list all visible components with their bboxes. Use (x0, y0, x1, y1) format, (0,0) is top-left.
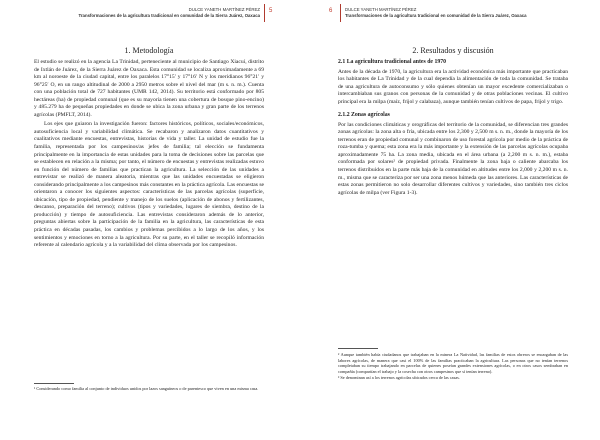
right-paragraph-1: Antes de la década de 1970, la agricultura era la actividad económica más importante que practicaban los habitantes de La Trinidad y de la cual dependía la alimentación de toda la comunidad. Se trataba de una agricultura de autoconsumo y sólo quienes obtenían un mayor excedente comercializaban o intercambiaban sus granos con personas de la comunidad y de otras poblaciones vecinas. El cultivo principal era la milpa (maíz, frijol y calabaza), aunque también tenían cultivos de papa, frijol y trigo. (338, 68, 568, 105)
right-paragraph-2: Por las condiciones climáticas y orográficas del territorio de la comunidad, se diferencian tres grandes zonas agrícolas: la zona alta o fría, ubicada entre los 2,300 y 2,500 m s. n. m., donde la mayoría de los terrenos eran de propiedad comunal y combinaron de uso forestal agrícola por medio de la práctica de roza-tumba y quema; esta zona era la más importante y la extensión de las parcelas agrícolas ocupaba aproximadamente 75 ha. La zona media, ubicada en el área urbana (a 2,200 m s. n. m.), estaba conformada por solares² de propiedad privada. Finalmente la zona baja o caliente abarcaba los terrenos distribuidos en la parte más baja de la comunidad en altitudes entre los 2,000 y 2,200 m s. n. m., misma que se caracteriza por ser una zona menos húmeda que las anteriores. Las características de estas zonas permitieron no solo desarrollar diferentes cultivos y variedades, sino también tres ciclos agrícolas de milpa (ver Figura 1-3). (338, 121, 568, 196)
left-paragraph-1: El estudio se realizó en la agencia La Trinidad, perteneciente al municipio de Santiago Xiacuí, distrito de Ixtlán de Juárez, de la Sierra Juárez de Oaxaca. Esta comunidad se localiza aproximadamente a 69 km al noroeste de la ciudad capital, entre los paralelos 17°15′ y 17°16′ N y los meridianos 96°21′ y 96°25′ O, en un rango altitudinal de 2000 a 2950 metros sobre el nivel del mar (m s. n. m.). Cuenta con una población total de 727 habitantes (UMR 142, 2014). Su territorio está conformado por 805 hectáreas (ha) de propiedad comunal (que es su mayoría tienen una cobertura de bosque pino-encino) y 485.279 ha de pequeñas propiedades en donde se ubica la zona urbana y gran parte de los terrenos agrícolas (PMFLT, 2014). (34, 59, 264, 118)
left-header-title: Transformaciones de la agricultura tradicional en comunidad de la Sierra Juárez, Oaxaca (78, 13, 260, 18)
right-section-heading: 2. Resultados y discusión (412, 46, 494, 55)
left-body (34, 46, 264, 250)
left-footnote-1: ¹ Considerando como familia al conjunto de individuos unidos por lazos sanguíneos o de parentesco que viven en una misma casa. (34, 386, 259, 391)
left-section-heading: 1. Metodología (124, 46, 174, 55)
right-footnotes (338, 352, 568, 382)
left-footnotes (34, 386, 264, 393)
right-page (300, 0, 600, 440)
right-header-title: Transformaciones de la agricultura tradicional en comunidad de la Sierra Juárez, Oaxaca (345, 13, 527, 18)
right-footnote-3: ³ Se denominan así a los terrenos agrícolas ubicados cerca de las casas. (338, 375, 460, 381)
right-header-author: DULCE YANETH MARTÍNEZ PÉREZ (345, 7, 417, 12)
right-subheading-1: 2.1 La agricultura tradicional antes de 1970 (338, 59, 447, 65)
left-header-rule (264, 4, 265, 22)
right-running-header (345, 7, 527, 19)
left-running-header (79, 7, 261, 19)
left-page-number: 5 (269, 8, 273, 14)
left-footnote-rule (34, 383, 74, 384)
left-paragraph-2: Los ejes que guiaron la investigación fueron: factores históricos, políticos, sociales/económicos, autosuficiencia local y variabilidad climática. Se recabaron y analizaron datos cuantitativos y cualitativos mediante encuestas, entrevistas, historias de vida y taller. La unidad de estudio fue la familia, representada por los campesinos/as jefes de familia; tal elección se fundamenta principalmente en la importancia de estas unidades para la toma de decisiones sobre las parcelas que se establecen en relación a la misma; por tanto, el número de encuestas y entrevistas realizadas estuvo en función del número de familias que practican la agricultura. La selección de las unidades a entrevistar se realizó de manera aleatoria, mientras que las unidades encuestadas se eligieron considerando principalmente a los campesinos más constantes en la práctica agrícola. Las encuestas se orientaron a conocer los siguientes aspectos: características de las parcelas agrícolas (superficie, ubicación, tipo de propiedad, pendiente y manejo de los suelos (aplicación de abonos y fertilizantes, descanso, preparación del terreno); cultivos (tipos y variedades, lugares de siembra, destino de la producción) y tiempo de autosuficiencia. Las entrevistas consideraron además de lo anterior, preguntas abiertas sobre la participación de la familia en la agricultura, las características de esta práctica en décadas pasadas, los cambios y problemas percibidos a lo largo de los años, y los sentimientos y emociones en torno a la agricultura. Por su parte, en el taller se recopiló información referente al calendario agrícola y a la variabilidad del clima observada por los campesinos. (34, 121, 264, 249)
right-header-rule (340, 4, 341, 22)
right-footnote-rule (338, 348, 378, 349)
right-subheading-2: 2.1.2 Zonas agrícolas (338, 112, 390, 119)
right-page-number: 6 (329, 8, 333, 14)
left-header-author: DULCE YANETH MARTÍNEZ PÉREZ (188, 7, 260, 12)
right-body (338, 46, 568, 197)
right-footnote-2: ² Aunque también había ciudadanos que trabajaban en la minera La Natividad, las familias de estos obreros se encargaban de las labores agrícolas, de manera que casi el 100% de las familias practicaban la agricultura. Las personas que no tenían terrenos completaban su tiempo trabajando en parcelas de quienes poseían grandes extensiones agrícolas, o en otros casos sembraban en compañía (compartían el trabajo y la cosecha con otros campesinos que sí tenían terreno). (338, 352, 568, 374)
